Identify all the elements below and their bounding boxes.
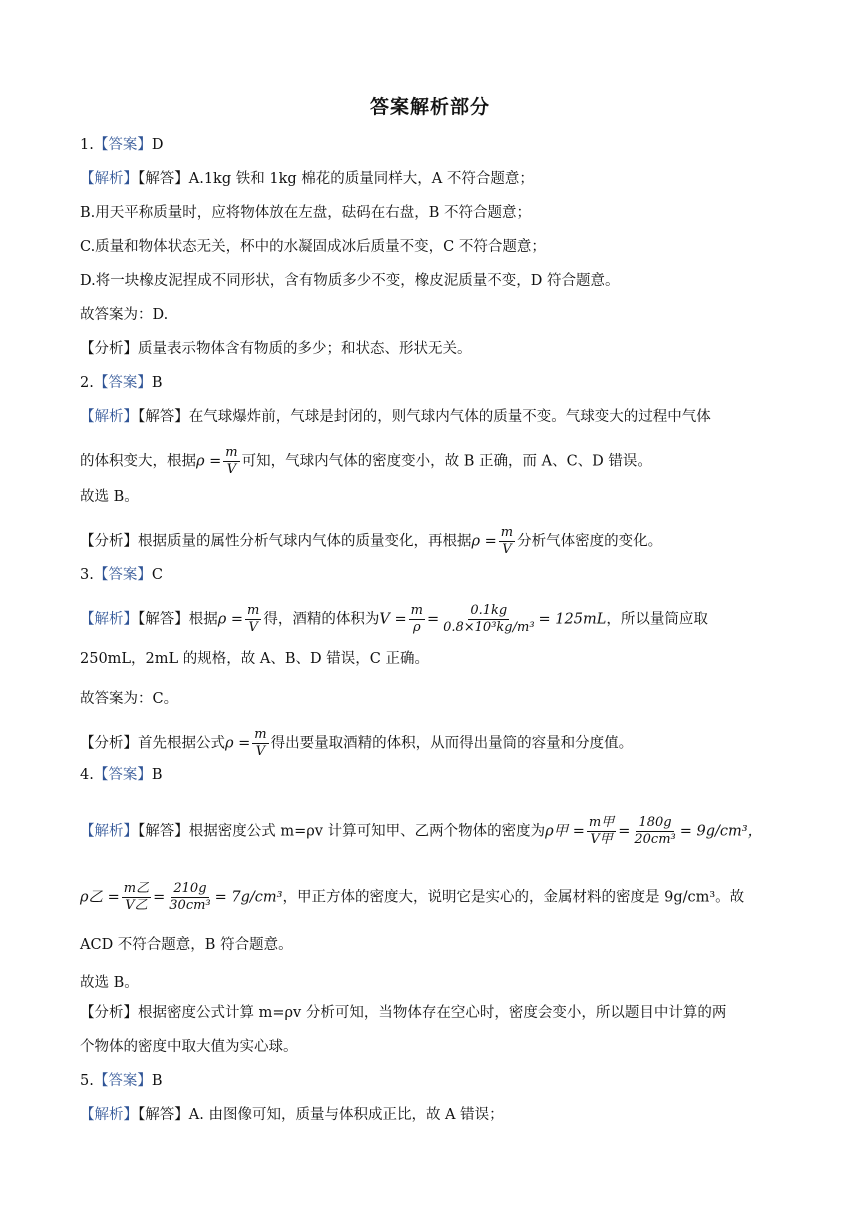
jiexi-tag: 【解析】 bbox=[80, 409, 138, 425]
yi-result: = 7g/cm³ bbox=[214, 889, 283, 906]
equals: = bbox=[238, 735, 251, 752]
density-fraction bbox=[223, 445, 239, 478]
jiexi-tag: 【解析】 bbox=[80, 823, 138, 840]
q2-jiexi-line bbox=[80, 407, 711, 427]
q5-jiexi-line bbox=[80, 1105, 504, 1125]
q3-answer-line bbox=[80, 565, 163, 585]
q2-answer: B bbox=[151, 375, 163, 391]
q4-analysis bbox=[80, 1003, 726, 1023]
q1-line3: C.质量和物体状态无关，杯中的水凝固成冰后质量不变，C 不符合题意； bbox=[80, 239, 546, 255]
equals: = bbox=[484, 533, 497, 550]
q2-analysis bbox=[80, 525, 662, 558]
q4-line1-a: 根据密度公式 m=ρv 计算可知甲、乙两个物体的密度为 bbox=[188, 823, 546, 840]
q3-analysis bbox=[80, 727, 633, 760]
q1-analysis bbox=[80, 339, 472, 359]
q2-line2-b: 可知，气球内气体的密度变小，故 B 正确，而 A、C、D 错误。 bbox=[241, 453, 652, 470]
volume-calc-fraction bbox=[441, 603, 536, 636]
rho-yi: ρ乙 bbox=[80, 889, 104, 906]
answer-tag: 【答案】 bbox=[93, 375, 152, 391]
calc-den: 0.8×10³kg/m³ bbox=[443, 620, 535, 635]
q3-jiexi-line bbox=[80, 603, 708, 636]
q4-answer-line bbox=[80, 765, 163, 785]
q3-line2: 250mL，2mL 的规格，故 A、B、D 错误，C 正确。 bbox=[80, 651, 429, 667]
q1-line5: 故答案为：D. bbox=[80, 307, 169, 323]
rho-jia: ρ甲 bbox=[545, 823, 569, 840]
q1-line2: B.用天平称质量时，应将物体放在左盘，砝码在右盘，B 不符合题意； bbox=[80, 205, 532, 221]
calc-den: 30cm³ bbox=[169, 898, 211, 913]
equals: = bbox=[230, 611, 244, 628]
q2-analysis-a: 根据质量的属性分析气球内气体的质量变化，再根据 bbox=[138, 533, 472, 550]
equals: = bbox=[426, 611, 440, 628]
calc-num: 210g bbox=[173, 881, 207, 896]
q4-analysis-2: 个物体的密度中取大值为实心球。 bbox=[80, 1039, 298, 1055]
yi-calc-fraction bbox=[167, 881, 212, 914]
q2-number: 2. bbox=[80, 375, 94, 391]
q4-number: 4. bbox=[80, 767, 94, 783]
q3-line1-a: 根据 bbox=[188, 611, 218, 628]
fenxi-tag: 【分析】 bbox=[80, 735, 138, 752]
q4-line2 bbox=[80, 881, 744, 914]
fenxi-tag: 【分析】 bbox=[80, 341, 138, 357]
q4-jiexi-line bbox=[80, 815, 762, 848]
fenxi-tag: 【分析】 bbox=[80, 1005, 138, 1021]
q5-answer: B bbox=[151, 1073, 163, 1089]
q1-jiexi-line bbox=[80, 169, 534, 189]
density-fraction bbox=[252, 727, 268, 760]
frac-den: V甲 bbox=[590, 832, 613, 847]
answer-tag: 【答案】 bbox=[93, 567, 152, 583]
q2-line1: 在气球爆炸前，气球是封闭的，则气球内气体的质量不变。气球变大的过程中气体 bbox=[188, 409, 711, 425]
jiexi-tag: 【解析】 bbox=[80, 171, 138, 187]
q1-answer-line bbox=[80, 135, 163, 155]
calc-num: 0.1kg bbox=[470, 603, 508, 618]
q5-number: 5. bbox=[80, 1073, 94, 1089]
frac-num: m bbox=[247, 603, 260, 618]
rho-symbol: ρ bbox=[471, 533, 481, 550]
jia-calc-fraction bbox=[632, 815, 677, 848]
rho-symbol: ρ bbox=[225, 735, 234, 752]
q4-line3: ACD 不符合题意，B 符合题意。 bbox=[80, 937, 293, 953]
q3-line1-b: 得，酒精的体积为 bbox=[263, 611, 380, 628]
page-title: 答案解析部分 bbox=[369, 96, 490, 118]
equals: = bbox=[572, 823, 585, 840]
q3-analysis-b: 得出要量取酒精的体积，从而得出量筒的容量和分度值。 bbox=[270, 735, 634, 752]
frac-num: m bbox=[500, 525, 514, 540]
frac-num: m bbox=[410, 603, 423, 618]
q4-line4: 故选 B。 bbox=[80, 975, 139, 991]
volume-eq: V = bbox=[379, 611, 407, 628]
rho-symbol: ρ bbox=[217, 611, 227, 628]
fenxi-tag: 【分析】 bbox=[80, 533, 138, 550]
answer-tag: 【答案】 bbox=[93, 1073, 152, 1089]
frac-den: V bbox=[248, 620, 258, 635]
q4-analysis-1: 根据密度公式计算 m=ρv 分析可知，当物体存在空心时，密度会变小，所以题目中计算的两 bbox=[138, 1005, 727, 1021]
q1-line1: A.1kg 铁和 1kg 棉花的质量同样大，A 不符合题意； bbox=[188, 171, 534, 187]
jieda-tag: 【解答】 bbox=[138, 409, 189, 425]
frac-den: ρ bbox=[412, 620, 421, 635]
q2-analysis-b: 分析气体密度的变化。 bbox=[517, 533, 663, 550]
jieda-tag: 【解答】 bbox=[138, 1107, 189, 1123]
volume-result: = 125mL bbox=[538, 611, 607, 628]
q2-answer-line bbox=[80, 373, 163, 393]
q4-line2-b: ，甲正方体的密度大，说明它是实心的，金属材料的密度是 9g/cm³。故 bbox=[282, 889, 745, 906]
q3-number: 3. bbox=[80, 567, 94, 583]
frac-den: V乙 bbox=[125, 898, 148, 913]
q4-answer: B bbox=[151, 767, 163, 783]
density-fraction bbox=[245, 603, 261, 636]
equals: = bbox=[209, 453, 222, 470]
q2-line3: 故选 B。 bbox=[80, 489, 139, 505]
frac-num: m bbox=[254, 727, 267, 742]
jieda-tag: 【解答】 bbox=[138, 823, 189, 840]
frac-den: V bbox=[255, 744, 266, 759]
rho-symbol: ρ bbox=[196, 453, 205, 470]
equals: = bbox=[618, 823, 631, 840]
answer-tag: 【答案】 bbox=[93, 767, 152, 783]
equals: = bbox=[107, 889, 120, 906]
calc-num: 180g bbox=[638, 815, 672, 830]
q5-line1: A. 由图像可知，质量与体积成正比，故 A 错误； bbox=[188, 1107, 504, 1123]
q1-analysis-text: 质量表示物体含有物质的多少；和状态、形状无关。 bbox=[138, 341, 472, 357]
q2-line2 bbox=[80, 445, 652, 478]
equals: = bbox=[153, 889, 166, 906]
jiexi-tag: 【解析】 bbox=[80, 1107, 138, 1123]
density-fraction bbox=[499, 525, 515, 558]
q3-line3: 故答案为：C。 bbox=[80, 691, 179, 707]
jia-result: = 9g/cm³， bbox=[679, 823, 763, 840]
answer-tag: 【答案】 bbox=[93, 137, 152, 153]
q1-number: 1. bbox=[80, 137, 94, 153]
q3-analysis-a: 首先根据公式 bbox=[138, 735, 225, 752]
frac-num: m甲 bbox=[588, 815, 615, 830]
calc-den: 20cm³ bbox=[634, 832, 676, 847]
q3-answer: C bbox=[151, 567, 163, 583]
frac-num: m bbox=[225, 445, 238, 460]
jieda-tag: 【解答】 bbox=[138, 171, 189, 187]
q3-line1-c: ，所以量筒应取 bbox=[606, 611, 708, 628]
q1-line4: D.将一块橡皮泥捏成不同形状，含有物质多少不变，橡皮泥质量不变，D 符合题意。 bbox=[80, 273, 620, 289]
jia-fraction bbox=[587, 815, 616, 848]
q5-answer-line bbox=[80, 1071, 163, 1091]
volume-fraction bbox=[409, 603, 425, 636]
frac-den: V bbox=[226, 462, 237, 477]
q2-line2-a: 的体积变大，根据 bbox=[80, 453, 196, 470]
jiexi-tag: 【解析】 bbox=[80, 611, 138, 628]
q1-answer: D bbox=[151, 137, 164, 153]
jieda-tag: 【解答】 bbox=[138, 611, 189, 628]
frac-den: V bbox=[502, 542, 512, 557]
frac-num: m乙 bbox=[123, 881, 150, 896]
yi-fraction bbox=[122, 881, 151, 914]
